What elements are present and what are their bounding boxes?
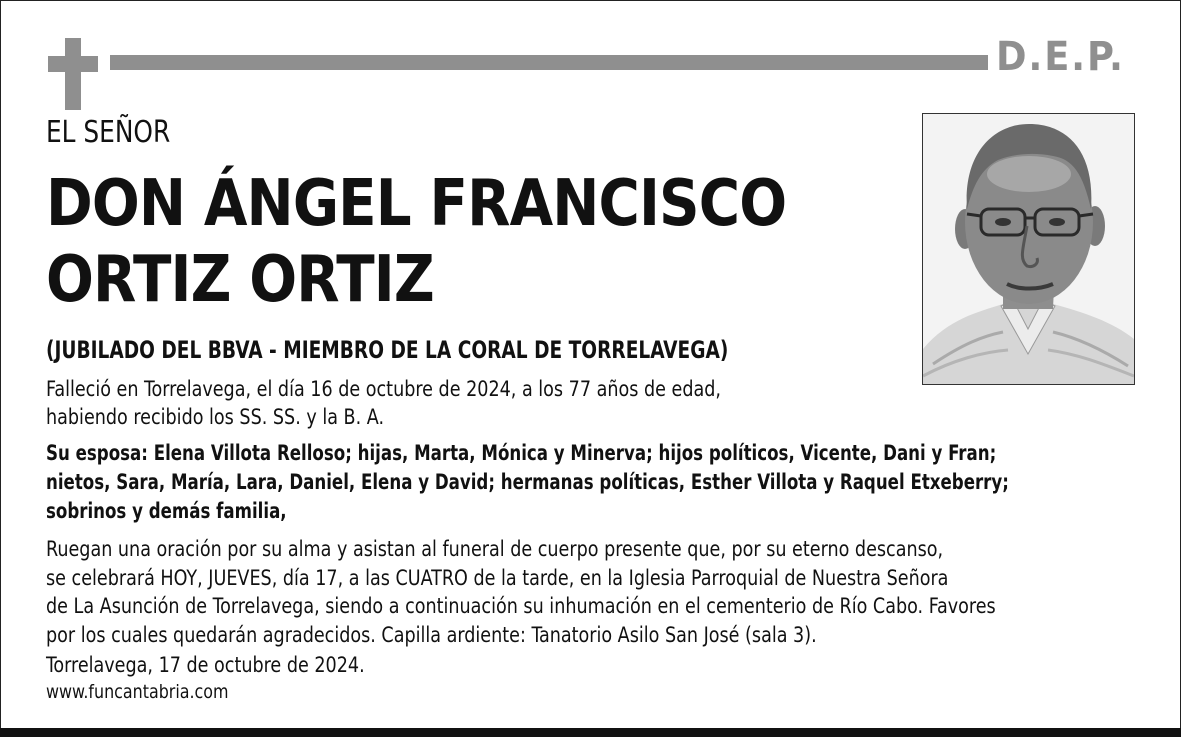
honorific: EL SEÑOR — [46, 115, 171, 150]
place-date: Torrelavega, 17 de octubre de 2024. — [46, 653, 365, 677]
funeral-line-4: por los cuales quedarán agradecidos. Capilla ardiente: Tanatorio Asilo San José (sala 3). — [46, 622, 817, 647]
bottom-border — [0, 728, 1181, 737]
cross-icon — [48, 38, 98, 110]
death-info — [46, 375, 721, 431]
portrait-photo — [922, 113, 1135, 385]
deceased-name — [46, 166, 786, 318]
funeral-line-3: de La Asunción de Torrelavega, siendo a continuación su inhumación en el cementerio de Río Cabo. Favores — [46, 594, 996, 618]
death-line-1: Falleció en Torrelavega, el día 16 de octubre de 2024, a los 77 años de edad, — [46, 377, 722, 401]
funeral-info — [46, 535, 996, 649]
family-line-1: Su esposa: Elena Villota Relloso; hijas, Marta, Mónica y Minerva; hijos políticos, Vicente, Dani y Fran; — [46, 441, 997, 466]
header-rule — [110, 55, 988, 70]
name-line-2: ORTIZ ORTIZ — [46, 243, 434, 317]
family-line-3: sobrinos y demás familia, — [46, 499, 287, 524]
name-line-1: DON ÁNGEL FRANCISCO — [46, 167, 787, 241]
funeral-line-1: Ruegan una oración por su alma y asistan al funeral de cuerpo presente que, por su eterno descanso, — [46, 537, 944, 561]
family-line-2: nietos, Sara, María, Lara, Daniel, Elena y David; hermanas políticas, Esther Villota y Raquel Etxeberry; — [46, 470, 1009, 495]
website-link[interactable]: www.funcantabria.com — [46, 681, 229, 703]
portrait-illustration — [923, 114, 1134, 384]
profession: (JUBILADO DEL BBVA - MIEMBRO DE LA CORAL DE TORRELAVEGA) — [46, 336, 729, 364]
dep-label: D.E.P. — [996, 34, 1125, 80]
death-line-2: habiendo recibido los SS. SS. y la B. A. — [46, 405, 385, 429]
funeral-line-2: se celebrará HOY, JUEVES, día 17, a las CUATRO de la tarde, en la Iglesia Parroquial de Nuestra Señora — [46, 565, 949, 590]
family-list — [46, 439, 1009, 526]
